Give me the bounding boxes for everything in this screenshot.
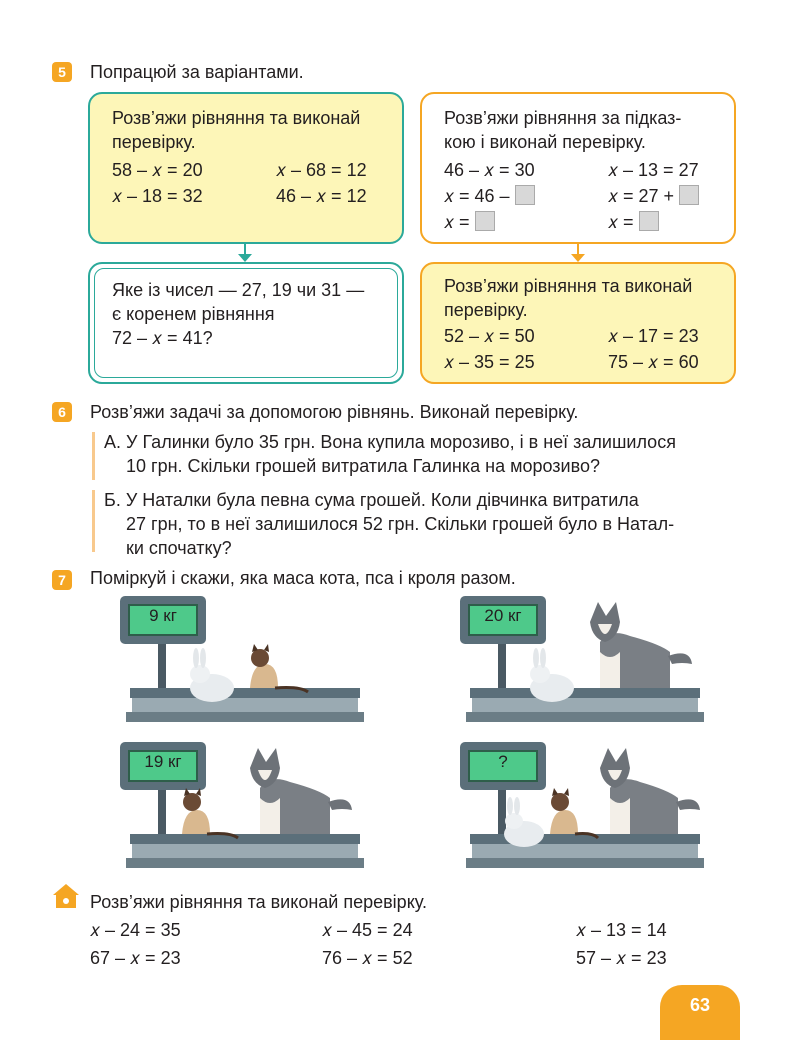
blank-square	[679, 185, 699, 205]
task-5-badge: 5	[52, 62, 72, 82]
equation: 𝑥 – 18 = 32	[112, 186, 203, 206]
scale-4-reading: ?	[498, 752, 508, 771]
cat-icon	[182, 788, 238, 838]
equation-text: 𝑥 = 46 –	[444, 186, 510, 206]
equation: 46 – 𝑥 = 12	[276, 186, 367, 206]
task-6-title: Розв’яжи задачі за допомогою рівнянь. Виконай перевірку.	[90, 402, 579, 422]
homework-equation: 67 – 𝑥 = 23	[90, 948, 181, 968]
question-text: 72 – 𝑥 = 41?	[112, 328, 213, 348]
equation	[444, 210, 495, 234]
home-icon	[52, 882, 80, 910]
problem-a-line: А. У Галинки було 35 грн. Вона купила морозиво, і в неї залишилося	[104, 432, 676, 452]
problem-a-line: 10 грн. Скільки грошей витратила Галинка на морозиво?	[126, 456, 600, 476]
equation	[444, 184, 535, 208]
problem-b-line: 27 грн, то в неї залишилося 52 грн. Скільки грошей було в Натал-	[126, 514, 675, 534]
box-heading: перевірку.	[444, 300, 528, 320]
equation: 58 – 𝑥 = 20	[112, 160, 203, 180]
dog-icon	[250, 748, 352, 834]
box-heading: Розв’яжи рівняння та виконай	[444, 276, 693, 296]
problem-b-bar	[92, 490, 95, 552]
problem-b	[104, 488, 744, 560]
task-5-box-question	[88, 262, 404, 384]
dog-icon	[600, 748, 700, 834]
cat-icon	[550, 788, 598, 838]
problem-b-line: ки спочатку?	[126, 538, 232, 558]
task-5-title: Попрацюй за варіантами.	[90, 62, 304, 82]
box-heading: Розв’яжи рівняння за підказ-	[444, 108, 682, 128]
problem-a	[104, 430, 744, 478]
problem-a-bar	[92, 432, 95, 480]
homework-title: Розв’яжи рівняння та виконай перевірку.	[90, 892, 427, 912]
equation: 75 – 𝑥 = 60	[608, 352, 699, 372]
equation: 𝑥 – 17 = 23	[608, 326, 699, 346]
homework-equation: 𝑥 – 24 = 35	[90, 920, 181, 940]
question-text: є коренем рівняння	[112, 304, 275, 324]
problem-b-line: Б. У Наталки була певна сума грошей. Коли дівчинка витратила	[104, 490, 639, 510]
homework-equation: 𝑥 – 13 = 14	[576, 920, 667, 940]
blank-square	[475, 211, 495, 231]
homework-equation: 𝑥 – 45 = 24	[322, 920, 413, 940]
task-7-title: Поміркуй і скажи, яка маса кота, пса і кроля разом.	[90, 568, 516, 588]
blank-square	[639, 211, 659, 231]
equation-text: 𝑥 =	[608, 212, 634, 232]
equation	[608, 184, 699, 208]
arrow-down-icon	[571, 254, 585, 262]
question-text: Яке із чисел — 27, 19 чи 31 —	[112, 280, 365, 300]
scale-2-reading: 20 кг	[484, 606, 522, 625]
cat-icon	[250, 644, 308, 692]
equation: 52 – 𝑥 = 50	[444, 326, 535, 346]
box-heading: перевірку.	[112, 132, 196, 152]
arrow-down-icon	[238, 254, 252, 262]
page-number: 63	[660, 985, 740, 1040]
equation: 46 – 𝑥 = 30	[444, 160, 535, 180]
equation: 𝑥 – 68 = 12	[276, 160, 367, 180]
equation: 𝑥 – 13 = 27	[608, 160, 699, 180]
rabbit-icon	[190, 648, 234, 702]
rabbit-icon	[504, 797, 544, 847]
rabbit-icon	[530, 648, 574, 702]
equation-text: 𝑥 =	[444, 212, 470, 232]
box-heading: кою і виконай перевірку.	[444, 132, 646, 152]
task-7-badge: 7	[52, 570, 72, 590]
task-5-box-variant-2	[420, 92, 736, 244]
equation	[608, 210, 659, 234]
task-5-box-variant-2b	[420, 262, 736, 384]
homework-equation: 57 – 𝑥 = 23	[576, 948, 667, 968]
task-6-badge: 6	[52, 402, 72, 422]
homework-equation: 76 – 𝑥 = 52	[322, 948, 413, 968]
equation-text: 𝑥 = 27 +	[608, 186, 675, 206]
equation: 𝑥 – 35 = 25	[444, 352, 535, 372]
box-heading: Розв’яжи рівняння та виконай	[112, 108, 361, 128]
dog-icon	[590, 602, 692, 688]
scale-1-reading: 9 кг	[149, 606, 177, 625]
blank-square	[515, 185, 535, 205]
task-5-box-variant-1	[88, 92, 404, 244]
scale-3-reading: 19 кг	[144, 752, 182, 771]
